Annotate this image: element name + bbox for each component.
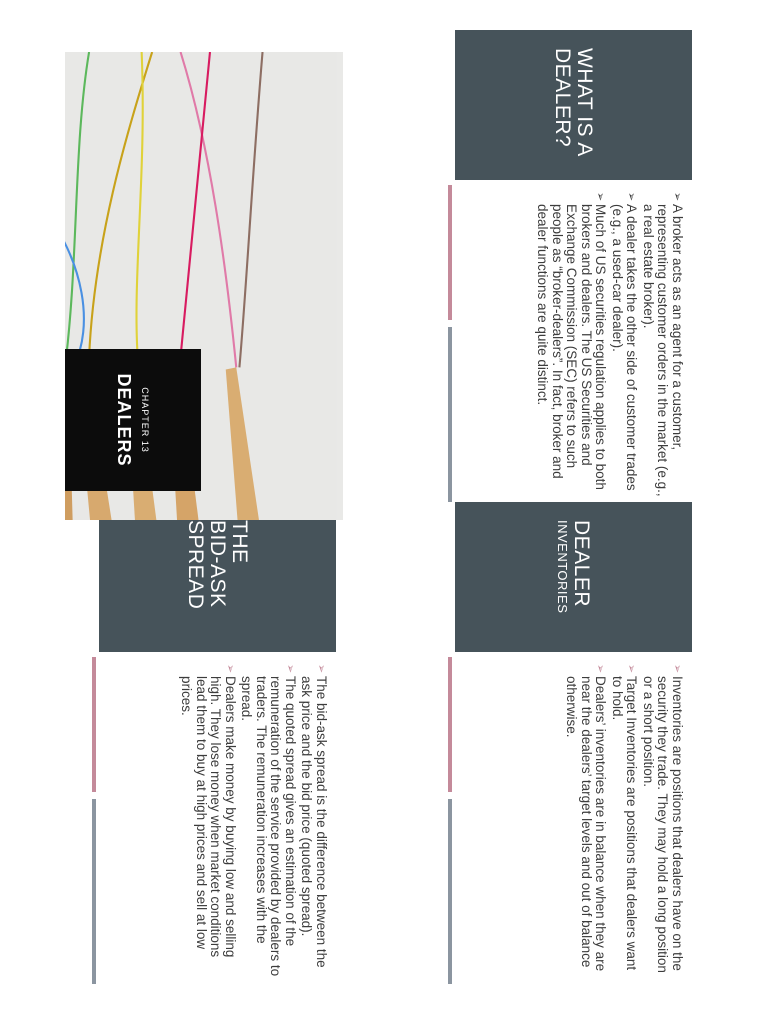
arrow-bullet-icon: ➢ <box>315 664 327 674</box>
arrow-bullet-icon: ➢ <box>224 664 236 674</box>
slide-dealer-inventories <box>386 502 692 994</box>
bullet-item: ➢ The bid-ask spread is the difference between the ask price and the bid price (quoted spread). <box>299 664 329 968</box>
bullet-item: ➢ Much of US securities regulation applies to both brokers and dealers. The US Securities and Exchange Commission (SEC) refers to such people as “broker-dealers”. In fact, broker and dealer functions are quite distinct. <box>535 192 609 490</box>
slide-cover <box>65 52 343 520</box>
slide-title-box <box>455 30 692 180</box>
accent-bar-pink <box>448 185 452 320</box>
chapter-label: CHAPTER 13 <box>140 387 151 453</box>
bullet-item: ➢ Inventories are positions that dealers have on the security they trade. They may hold a long position or a short position. <box>641 664 685 973</box>
chapter-title-box <box>65 349 201 491</box>
slide-subtitle: INVENTORIES <box>555 520 570 614</box>
arrow-bullet-icon: ➢ <box>594 664 607 674</box>
bullet-list <box>177 664 328 979</box>
bullet-item: ➢ A dealer takes the other side of customer trades (e.g., a used-car dealer). <box>610 192 640 491</box>
accent-bar-gray <box>92 799 96 984</box>
accent-bar-gray <box>448 799 452 984</box>
arrow-bullet-icon: ➢ <box>594 192 607 202</box>
arrow-bullet-icon: ➢ <box>671 192 683 202</box>
bullet-item: ➢ A broker acts as an agent for a customer, representing customer orders in the market (e.g., a real estate broker). <box>641 192 685 497</box>
accent-bar-pink <box>448 657 452 792</box>
arrow-bullet-icon: ➢ <box>284 664 296 674</box>
bullet-item: ➢ The quoted spread gives an estimation of the remuneration of the service provided by dealers to traders. The remuneration increases with the spread. <box>239 664 298 977</box>
bullet-list <box>562 664 684 979</box>
accent-bar-gray <box>448 327 452 512</box>
arrow-bullet-icon: ➢ <box>625 664 638 674</box>
bullet-item: ➢ Dealers make money by buying low and selling high. They lose money when market conditions lead them to buy at high prices and sell at low prices. <box>179 664 238 958</box>
slide-title: WHAT IS A DEALER? <box>551 48 597 157</box>
bullet-item: ➢ Dealers’ inventories are in balance when they are near the dealers’ target levels and out of balance otherwise. <box>564 664 609 972</box>
slide-what-is-a-dealer <box>386 30 692 522</box>
bullet-item: ➢ Target Inventories are positions that dealers want to hold. <box>610 664 640 971</box>
arrow-bullet-icon: ➢ <box>671 664 683 674</box>
chapter-title: DEALERS <box>114 373 135 467</box>
arrow-bullet-icon: ➢ <box>625 192 638 202</box>
slide-title: THE BID-ASK SPREAD <box>184 520 252 610</box>
slide-title-box <box>99 502 336 652</box>
slide-title-box <box>455 502 692 652</box>
slide-title: DEALER <box>570 520 593 608</box>
bullet-list <box>533 192 684 507</box>
accent-bar-pink <box>92 657 96 792</box>
slide-bid-ask-spread <box>30 502 336 994</box>
